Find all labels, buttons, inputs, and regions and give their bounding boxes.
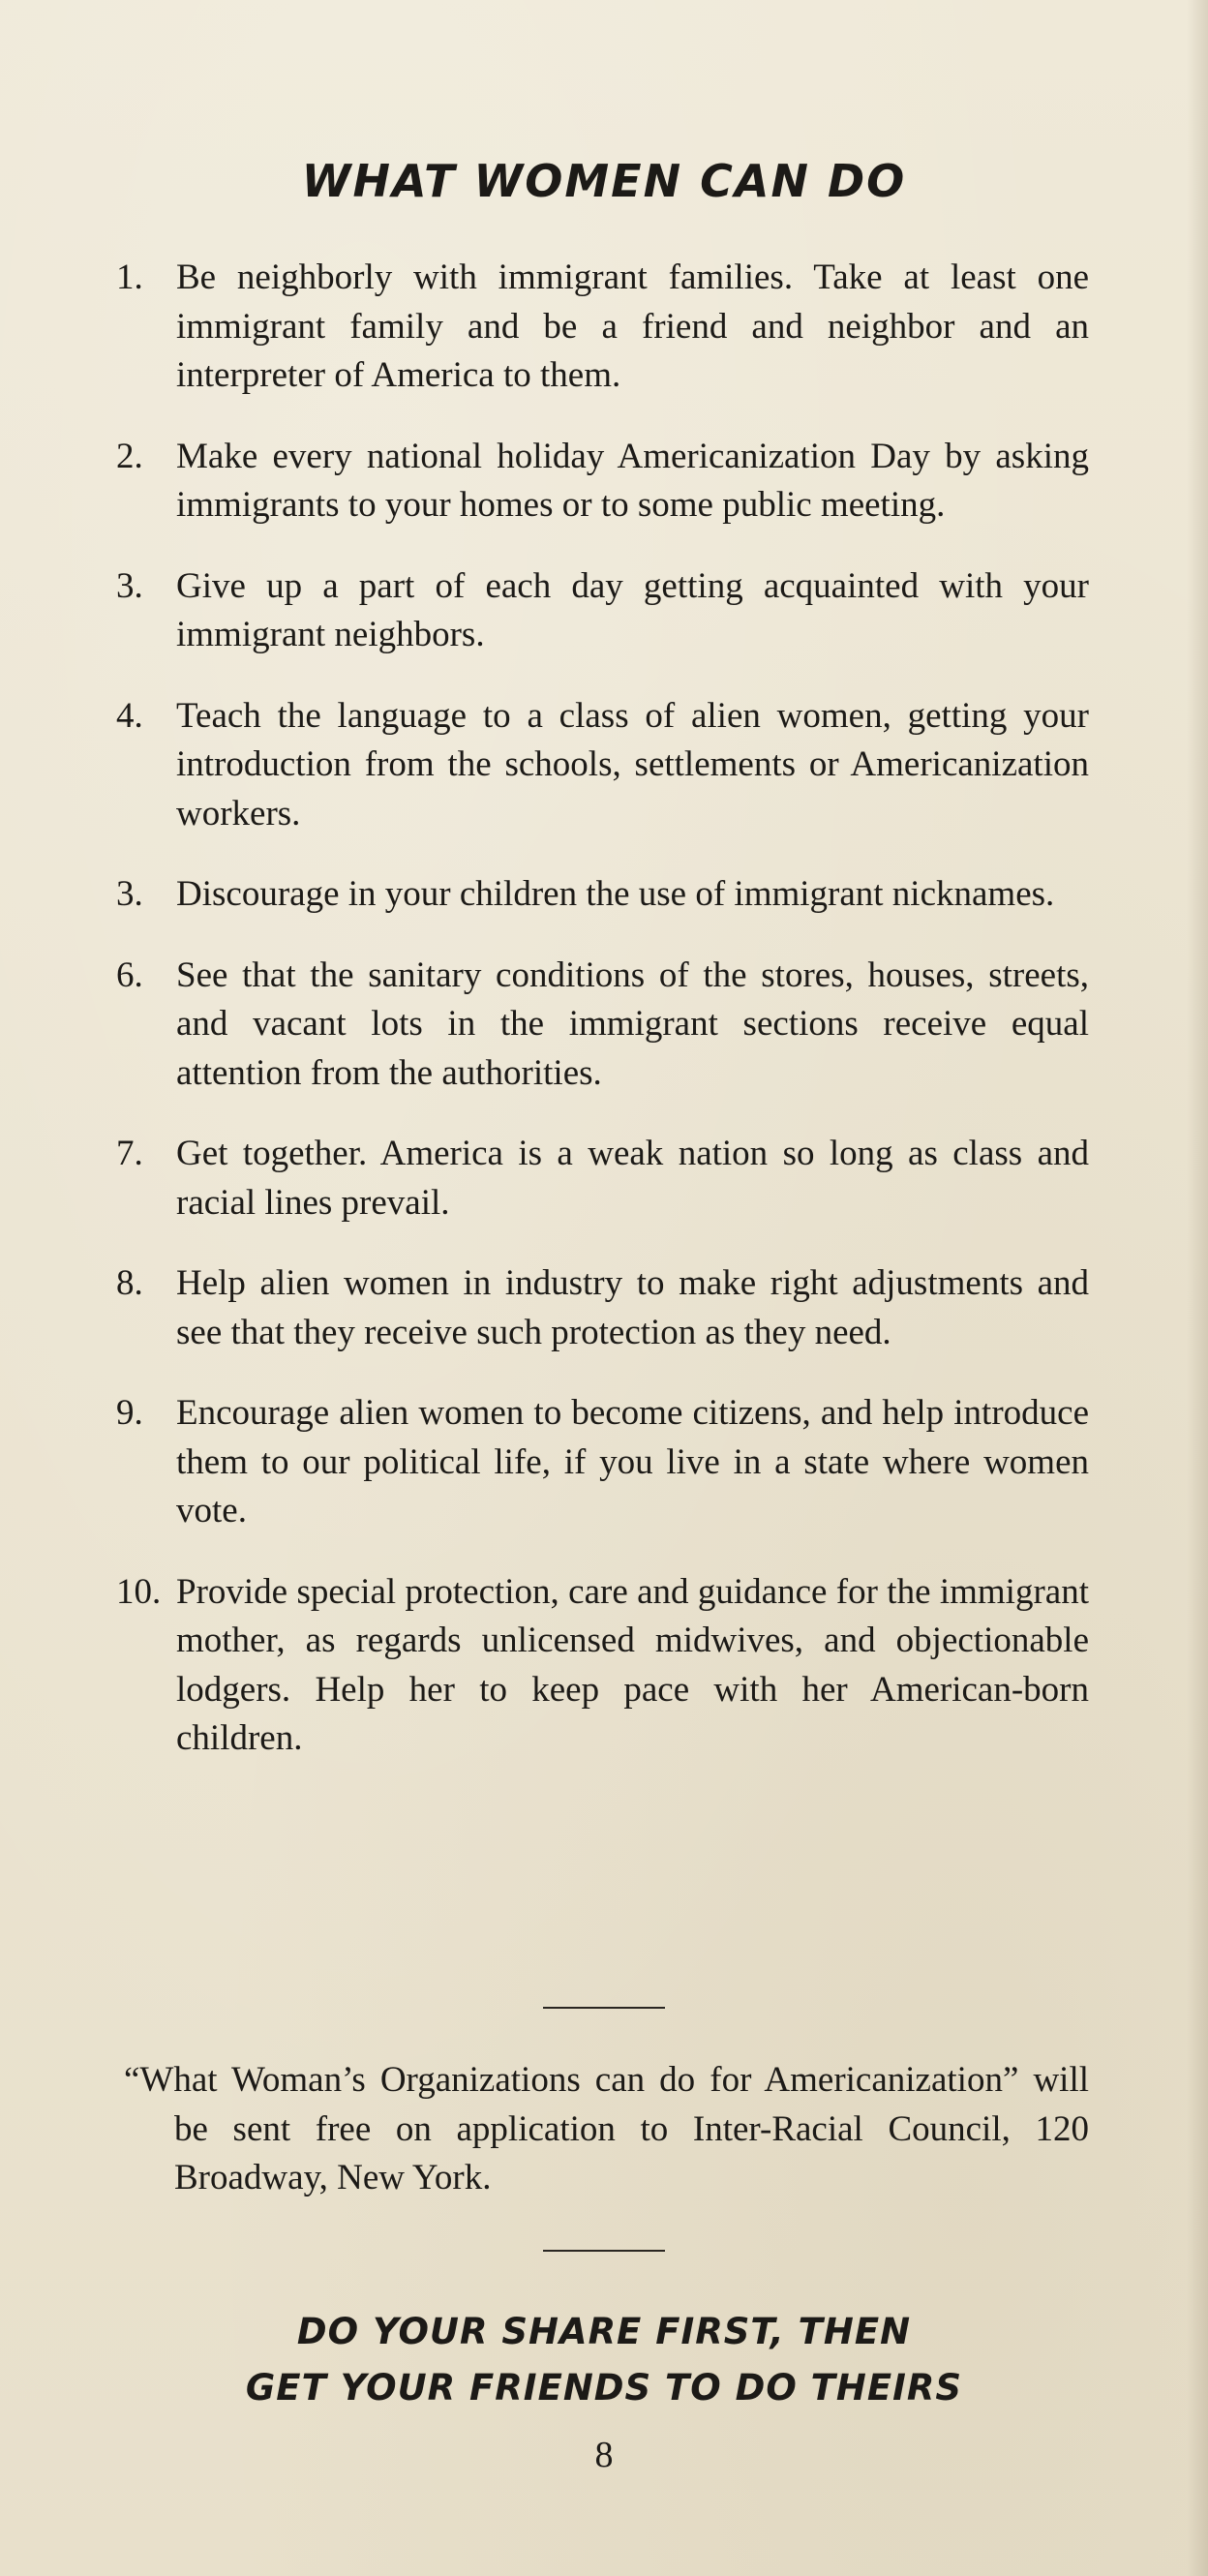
action-list [116,254,1089,1796]
item-number: 2. [116,436,143,476]
list-item [116,952,1089,1099]
page-title: WHAT WOMEN CAN DO [301,155,907,207]
item-text: Provide special protection, care and guidance for the immigrant mother, as regards unlicensed midwives, and objectionable lodgers. Help her to keep pace with her American-born children. [176,1571,1089,1758]
slogan-line-1: DO YOUR SHARE FIRST, THEN [296,2311,912,2352]
item-text: Discourage in your children the use of immigrant nicknames. [176,874,1055,914]
list-item [116,870,1089,920]
item-number: 8. [116,1263,143,1303]
item-number: 9. [116,1393,143,1433]
divider-rule [543,2250,665,2252]
item-number: 7. [116,1134,143,1173]
item-text: Be neighborly with immigrant families. Take at least one immigrant family and be a friend and neighbor and an interpreter of America to them. [176,258,1089,395]
page-number: 8 [594,2435,614,2475]
item-text: Teach the language to a class of alien women, getting your introduction from the schools, settlements or Americanization workers. [176,695,1089,833]
item-text: Get together. America is a weak nation so long as class and racial lines prevail. [176,1134,1089,1223]
list-item [116,1389,1089,1536]
page-edge-shadow [1187,0,1208,2576]
publication-note-text: “What Woman’s Organizations can do for Americanization” will be sent free on application to Inter-Racial Council, 120 Broadway, New York. [124,2060,1089,2197]
item-number: 3. [116,565,143,606]
divider-rule [543,2007,665,2009]
list-item [116,562,1089,660]
closing-slogan [0,2304,1208,2416]
list-item [116,692,1089,839]
item-text: Make every national holiday Americanization Day by asking immigrants to your homes or to some public meeting. [176,436,1089,525]
list-item [116,433,1089,530]
item-text: Encourage alien women to become citizens, and help introduce them to our political life, if you live in a state where women vote. [176,1393,1089,1530]
list-item [116,254,1089,401]
item-number: 1. [116,258,143,297]
item-number: 6. [116,955,143,995]
list-item [116,1130,1089,1227]
item-number: 3. [116,874,143,914]
item-number: 4. [116,695,143,736]
item-text: Give up a part of each day getting acquainted with your immigrant neighbors. [176,565,1089,654]
item-text: See that the sanitary conditions of the stores, houses, streets, and vacant lots in the immigrant sections receive equal attention from the authorities. [176,955,1089,1093]
list-item [116,1259,1089,1357]
item-number: 10. [116,1571,162,1612]
list-item [116,1568,1089,1764]
slogan-line-2: GET YOUR FRIENDS TO DO THEIRS [245,2367,963,2409]
publication-note [124,2056,1089,2203]
item-text: Help alien women in industry to make right adjustments and see that they receive such protection as they need. [176,1263,1089,1352]
